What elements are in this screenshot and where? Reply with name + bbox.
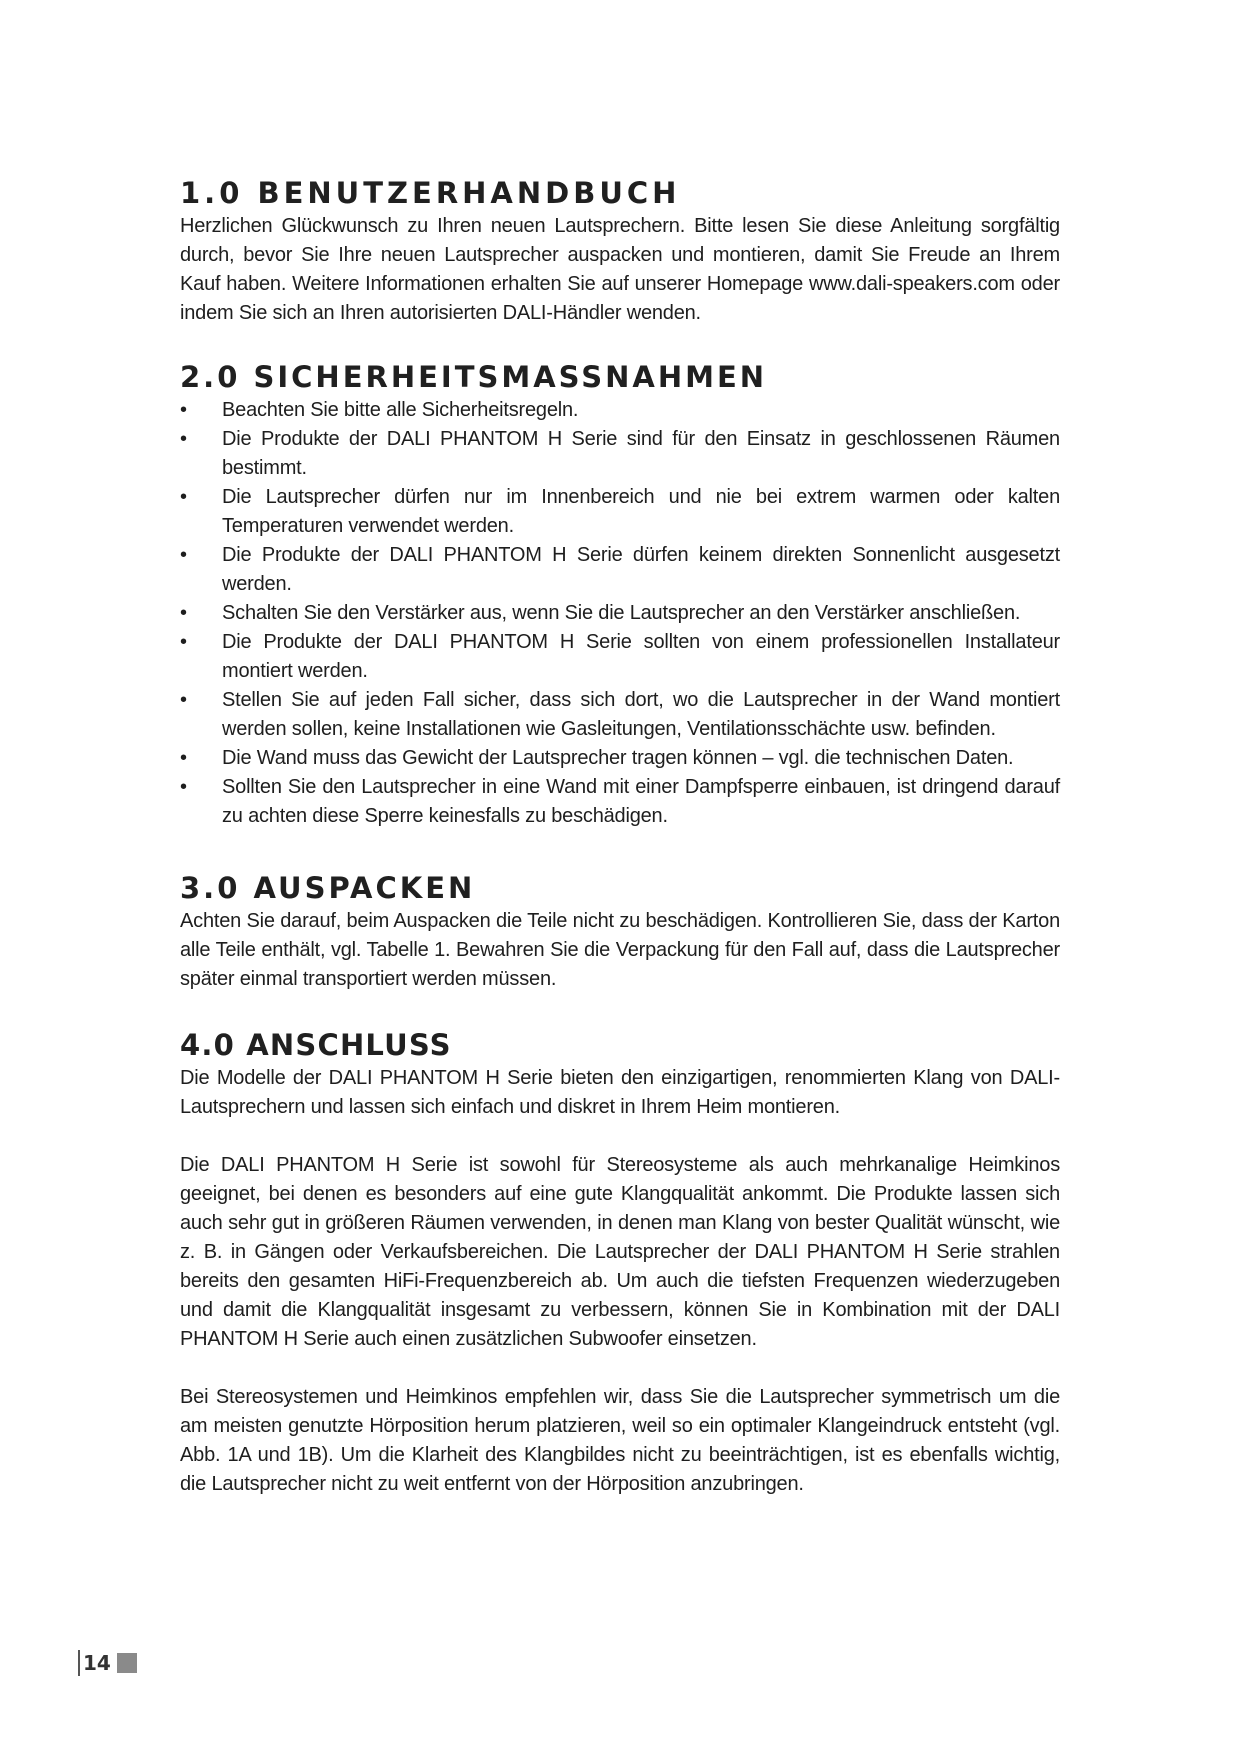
section-heading: 1.0 BENUTZERHANDBUCH (180, 176, 681, 210)
safety-list (180, 396, 1060, 831)
list-item: • Schalten Sie den Verstärker aus, wenn Sie die Lautsprecher an den Verstärker anschließen. (180, 599, 1060, 628)
footer-square-icon (117, 1653, 137, 1673)
section-paragraph: Die Modelle der DALI PHANTOM H Serie bieten den einzigartigen, renommierten Klang von DALI-Lautsprechern und lassen sich einfach und diskret in Ihrem Heim montieren. (180, 1067, 1060, 1118)
section-paragraph: Bei Stereosystemen und Heimkinos empfehlen wir, dass Sie die Lautsprecher symmetrisch um die am meisten genutzte Hörposition herum platzieren, weil so ein optimaler Klangeindruck entsteht (vgl. Abb. 1A und 1B). Um die Klarheit des Klangbildes nicht zu beeinträchtigen, ist es ebenfalls wichtig, die Lautsprecher nicht zu weit entfernt von der Hörposition anzubringen. (180, 1386, 1060, 1495)
list-item: • Beachten Sie bitte alle Sicherheitsregeln. (180, 396, 1060, 425)
section-heading: 4.0 ANSCHLUSS (180, 1028, 452, 1062)
section-sicherheitsmassnahmen (180, 360, 1060, 831)
section-benutzerhandbuch (180, 176, 1060, 328)
section-anschluss (180, 1028, 1060, 1499)
section-paragraph: Die DALI PHANTOM H Serie ist sowohl für Stereosysteme als auch mehrkanalige Heimkinos geeignet, bei denen es besonders auf eine gute Klangqualität ankommt. Die Produkte lassen sich auch sehr gut in größeren Räumen verwenden, in denen man Klang von bester Qualität wünscht, wie z. B. in Gängen oder Verkaufsbereichen. Die Lautsprecher der DALI PHANTOM H Serie strahlen bereits den gesamten HiFi-Frequenzbereich ab. Um auch die tiefsten Frequenzen wiederzugeben und damit die Klangqualität insgesamt zu verbessern, können Sie in Kombination mit der DALI PHANTOM H Serie auch einen zusätzlichen Subwoofer einsetzen. (180, 1154, 1060, 1350)
section-auspacken (180, 871, 1060, 994)
list-item: • Die Wand muss das Gewicht der Lautsprecher tragen können – vgl. die technischen Daten. (180, 744, 1060, 773)
list-item: • Die Produkte der DALI PHANTOM H Serie sollten von einem professionellen Installateur montiert werden. (180, 628, 1060, 686)
section-paragraph: Herzlichen Glückwunsch zu Ihren neuen Lautsprechern. Bitte lesen Sie diese Anleitung sorgfältig durch, bevor Sie Ihre neuen Lautsprecher auspacken und montieren, damit Sie Freude an Ihrem Kauf haben. Weitere Informationen erhalten Sie auf unserer Homepage www.dali-speakers.com oder indem Sie sich an Ihren autorisierten DALI-Händler wenden. (180, 215, 1060, 324)
list-item: • Die Produkte der DALI PHANTOM H Serie dürfen keinem direkten Sonnenlicht ausgesetzt werden. (180, 541, 1060, 599)
section-heading: 2.0 SICHERHEITSMASSNAHMEN (180, 360, 768, 394)
page-number: 14 (83, 1651, 111, 1675)
section-paragraph: Achten Sie darauf, beim Auspacken die Teile nicht zu beschädigen. Kontrollieren Sie, dass der Karton alle Teile enthält, vgl. Tabelle 1. Bewahren Sie die Verpackung für den Fall auf, dass die Lautsprecher später einmal transportiert werden müssen. (180, 910, 1060, 990)
list-item: • Die Produkte der DALI PHANTOM H Serie sind für den Einsatz in geschlossenen Räumen bestimmt. (180, 425, 1060, 483)
list-item: • Die Lautsprecher dürfen nur im Innenbereich und nie bei extrem warmen oder kalten Temperaturen verwendet werden. (180, 483, 1060, 541)
list-item: • Sollten Sie den Lautsprecher in eine Wand mit einer Dampfsperre einbauen, ist dringend darauf zu achten diese Sperre keinesfalls zu beschädigen. (180, 773, 1060, 831)
list-item: • Stellen Sie auf jeden Fall sicher, dass sich dort, wo die Lautsprecher in der Wand montiert werden sollen, keine Installationen wie Gasleitungen, Ventilationsschächte usw. befinden. (180, 686, 1060, 744)
page-footer (78, 1650, 137, 1676)
footer-divider (78, 1650, 80, 1676)
document-body (180, 176, 1060, 1531)
section-heading: 3.0 AUSPACKEN (180, 871, 476, 905)
